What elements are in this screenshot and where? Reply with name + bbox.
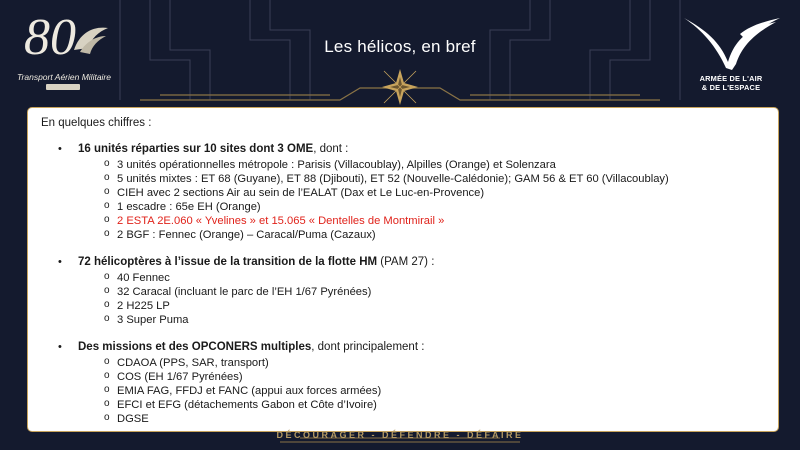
- circle-bullet-icon: o: [104, 313, 110, 324]
- list-item-text: DGSE: [117, 413, 149, 425]
- circle-bullet-icon: o: [104, 172, 110, 183]
- section-rest: , dont :: [313, 143, 349, 155]
- list-item-text: 5 unités mixtes : ET 68 (Guyane), ET 88 (Djibouti), ET 52 (Nouvelle-Calédonie); GAM 56 & ET 60 (Villacoublay): [117, 173, 669, 185]
- circle-bullet-icon: o: [104, 412, 110, 423]
- circle-bullet-icon: o: [104, 384, 110, 395]
- circle-bullet-icon: o: [104, 398, 110, 409]
- logo-number: 80: [24, 9, 76, 66]
- list-item: [104, 228, 376, 242]
- list-item-text: 32 Caracal (incluant le parc de l’EH 1/67 Pyrénées): [117, 286, 372, 298]
- list-item: [104, 158, 556, 172]
- list-item: [104, 271, 170, 285]
- bird-wing-icon: [676, 12, 786, 72]
- section-heading-units: [58, 143, 349, 155]
- list-item: [104, 398, 377, 412]
- footer-motto: DÉCOURAGER - DÉFENDRE - DÉFAIRE: [276, 430, 524, 440]
- section-rest: (PAM 27) :: [377, 256, 435, 268]
- circle-bullet-icon: o: [104, 271, 110, 282]
- list-item-text: CIEH avec 2 sections Air au sein de l’EALAT (Dax et Le Luc-en-Provence): [117, 187, 485, 199]
- list-item: [104, 313, 189, 327]
- content-panel: [27, 107, 779, 432]
- list-item-highlighted: [104, 214, 445, 228]
- list-item: [104, 172, 669, 186]
- section-bold: 16 unités réparties sur 10 sites dont 3 OME: [78, 143, 314, 155]
- circle-bullet-icon: o: [104, 214, 110, 225]
- circle-bullet-icon: o: [104, 158, 110, 169]
- list-item-text: 2 ESTA 2E.060 « Yvelines » et 15.065 « Dentelles de Montmirail »: [117, 215, 445, 227]
- armee-air-espace-logo: [676, 12, 786, 102]
- list-item-text: EFCI et EFG (détachements Gabon et Côte d’Ivoire): [117, 399, 377, 411]
- circle-bullet-icon: o: [104, 285, 110, 296]
- circle-bullet-icon: o: [104, 200, 110, 211]
- section-rest: , dont principalement :: [311, 341, 425, 353]
- list-item-text: EMIA FAG, FFDJ et FANC (appui aux forces armées): [117, 385, 382, 397]
- list-item-text: 3 unités opérationnelles métropole : Parisis (Villacoublay), Alpilles (Orange) et Solenzara: [117, 159, 556, 171]
- logo-date-strip: [46, 84, 80, 90]
- circle-bullet-icon: o: [104, 299, 110, 310]
- section-bold: 72 hélicoptères à l’issue de la transition de la flotte HM: [78, 256, 378, 268]
- list-item-text: 2 BGF : Fennec (Orange) – Caracal/Puma (Cazaux): [117, 229, 376, 241]
- list-item: [104, 285, 372, 299]
- logo-line-1: ARMÉE DE L'AIR: [699, 74, 763, 83]
- bullet-icon: •: [58, 341, 62, 353]
- circle-bullet-icon: o: [104, 356, 110, 367]
- logo-line-2: & DE L'ESPACE: [701, 83, 761, 92]
- list-item-text: 1 escadre : 65e EH (Orange): [117, 201, 261, 213]
- section-heading-helicopters: [58, 256, 435, 268]
- list-item-text: 2 H225 LP: [117, 300, 170, 312]
- list-item: [104, 299, 170, 313]
- bullet-icon: •: [58, 256, 62, 268]
- circle-bullet-icon: o: [104, 370, 110, 381]
- section-heading-missions: [58, 341, 425, 353]
- logo-caption: Transport Aérien Militaire: [16, 72, 111, 82]
- list-item: [104, 186, 485, 200]
- slide-title: Les hélicos, en bref: [324, 37, 476, 56]
- list-item-text: 40 Fennec: [117, 272, 170, 284]
- bullet-icon: •: [58, 143, 62, 155]
- circle-bullet-icon: o: [104, 186, 110, 197]
- list-item-text: COS (EH 1/67 Pyrénées): [117, 371, 243, 383]
- circle-bullet-icon: o: [104, 228, 110, 239]
- list-item: [104, 370, 243, 384]
- list-item: [104, 200, 261, 214]
- list-item: [104, 412, 149, 426]
- list-item: [104, 356, 269, 370]
- section-bold: Des missions et des OPCONERS multiples: [78, 341, 312, 353]
- list-item-text: 3 Super Puma: [117, 314, 189, 326]
- list-item-text: CDAOA (PPS, SAR, transport): [117, 357, 269, 369]
- intro-text: En quelques chiffres :: [41, 117, 152, 129]
- list-item: [104, 384, 382, 398]
